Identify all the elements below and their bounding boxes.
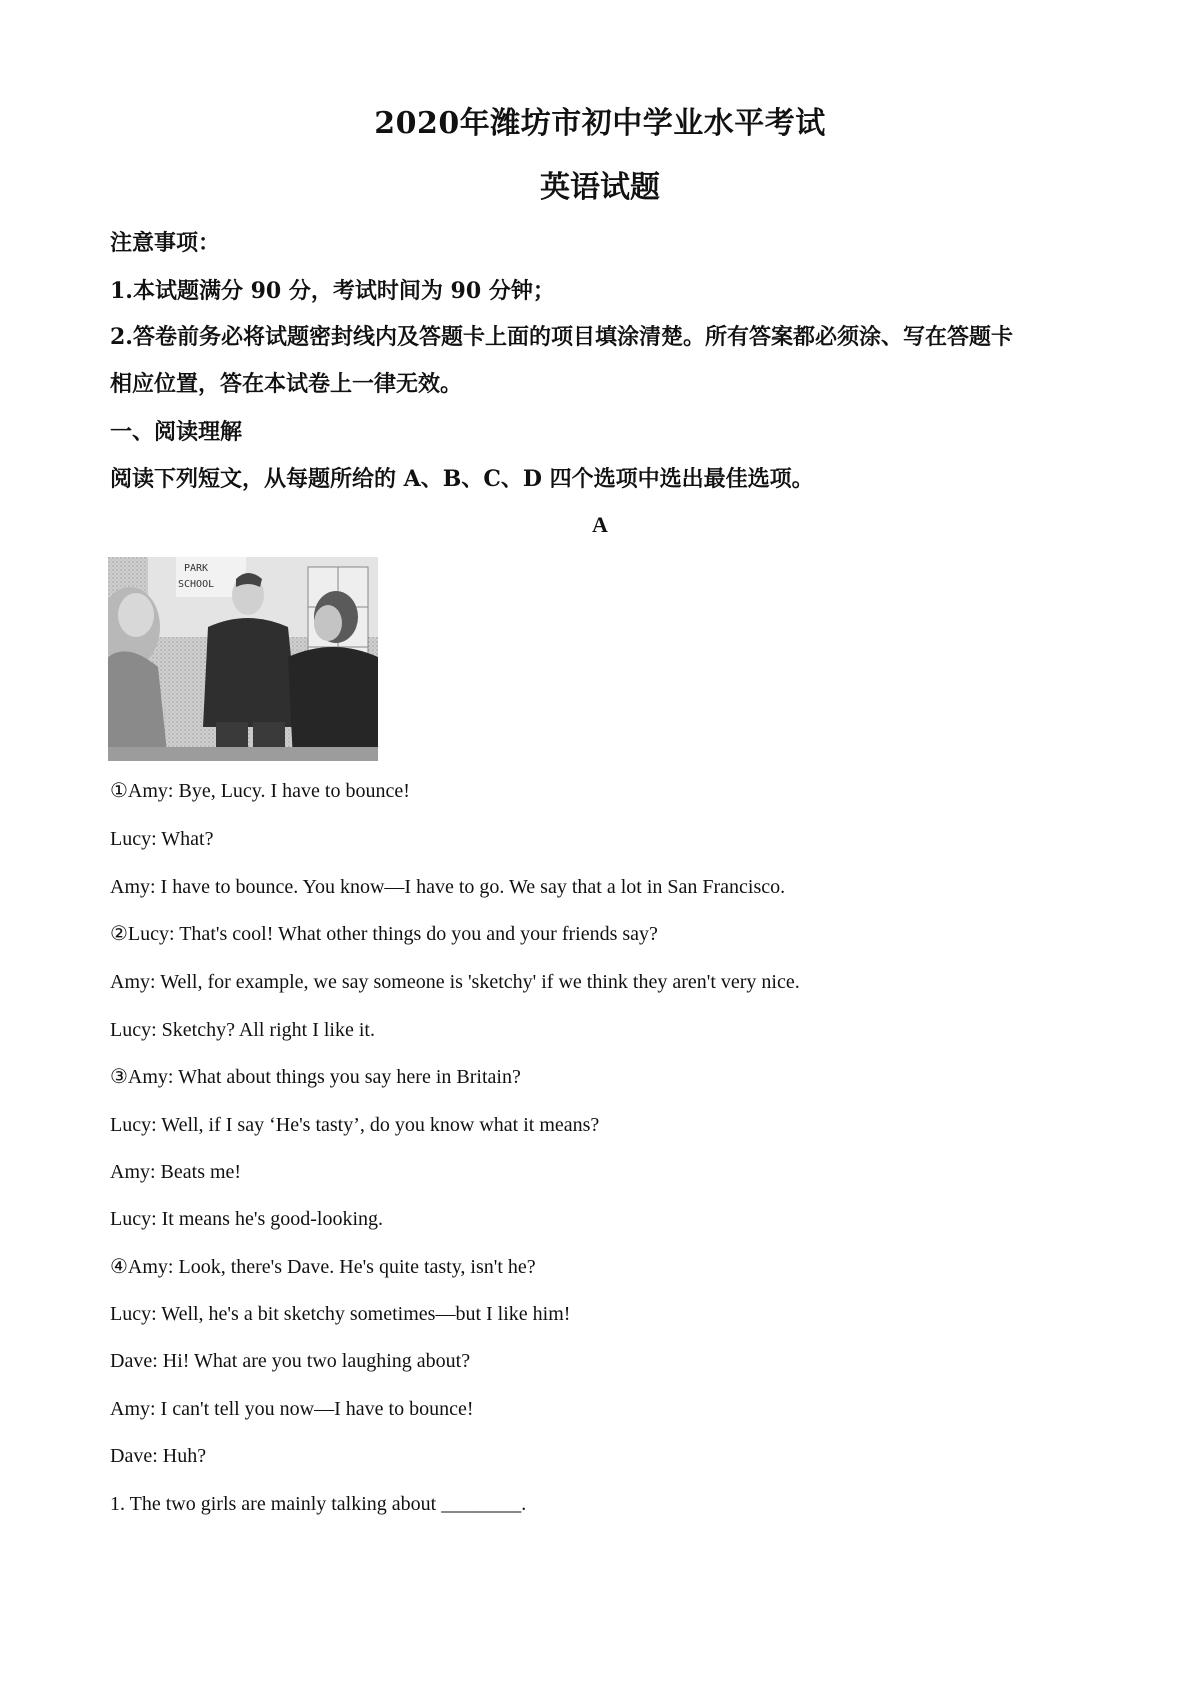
dialogue-line: ②Lucy: That's cool! What other things do you and your friends say? (110, 923, 658, 945)
dialogue-line: Dave: Huh? (110, 1445, 207, 1467)
photo-illustration (108, 557, 378, 761)
exam-subtitle: 英语试题 (540, 170, 660, 205)
passage-label: A (592, 512, 608, 537)
photo-sign-line-2: SCHOOL (178, 579, 215, 590)
dialogue-line: Amy: Well, for example, we say someone is 'sketchy' if we think they aren't very nice. (110, 971, 800, 993)
dialogue-line: Amy: Beats me! (110, 1161, 242, 1183)
dialogue-line: Amy: I can't tell you now—I have to bounce! (110, 1398, 474, 1420)
notice-heading: 注意事项： (110, 230, 221, 256)
notice-item-1: 1.本试题满分 90 分，考试时间为 90 分钟； (110, 278, 555, 304)
section-title: 一、阅读理解 (110, 419, 243, 445)
passage-photo (108, 557, 378, 761)
dialogue-line: Lucy: Well, if I say ‘He's tasty’, do you know what it means? (110, 1114, 600, 1136)
dialogue-line: Lucy: It means he's good-looking. (110, 1208, 383, 1230)
photo-sign-line-1: PARK (184, 563, 209, 574)
dialogue-line: ①Amy: Bye, Lucy. I have to bounce! (110, 780, 410, 802)
notice-item-2-line-2: 相应位置，答在本试卷上一律无效。 (110, 371, 463, 397)
dialogue-line: Lucy: Well, he's a bit sketchy sometimes—but I like him! (110, 1303, 571, 1325)
dialogue-line: Dave: Hi! What are you two laughing about? (110, 1350, 471, 1372)
dialogue-line: Lucy: Sketchy? All right I like it. (110, 1019, 375, 1041)
exam-title: 2020年潍坊市初中学业水平考试 (374, 106, 826, 141)
notice-item-2-line-1: 2.答卷前务必将试题密封线内及答题卡上面的项目填涂清楚。所有答案都必须涂、写在答题卡 (110, 324, 1013, 350)
dialogue-line: Amy: I have to bounce. You know—I have to go. We say that a lot in San Francisco. (110, 876, 786, 898)
dialogue-line: ④Amy: Look, there's Dave. He's quite tasty, isn't he? (110, 1256, 536, 1278)
dialogue-line: ③Amy: What about things you say here in Britain? (110, 1066, 521, 1088)
section-instruction: 阅读下列短文，从每题所给的 A、B、C、D 四个选项中选出最佳选项。 (110, 466, 814, 492)
question-1: 1. The two girls are mainly talking about ________. (110, 1493, 527, 1515)
dialogue-line: Lucy: What? (110, 828, 214, 850)
